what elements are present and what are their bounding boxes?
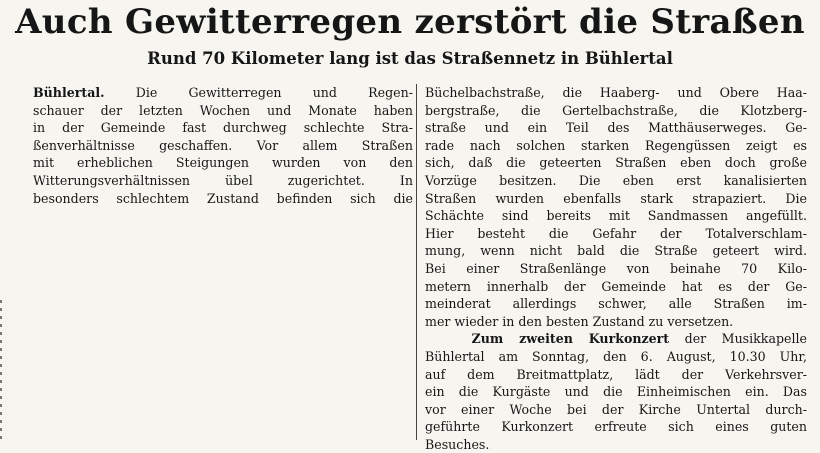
text-line: Hier besteht die Gefahr der Totalverschlam- bbox=[425, 225, 807, 241]
text-line: Büchelbachstraße, die Haaberg- und Obere Haa- bbox=[425, 85, 807, 100]
text-line: vor einer Woche bei der Kirche Untertal durch- bbox=[425, 401, 807, 417]
text-line: besonders schlechtem Zustand befinden sich die bbox=[33, 190, 413, 206]
text-line: mit erheblichen Steigungen wurden von den bbox=[33, 155, 413, 171]
text-line: Besuches. bbox=[425, 436, 490, 452]
text-line: meinderat allerdings schwer, alle Straßen im- bbox=[425, 296, 807, 312]
subheadline: Rund 70 Kilometer lang ist das Straßennetz in Bühlertal bbox=[147, 49, 673, 68]
text-line: sich, daß die geteerten Straßen eben doch große bbox=[425, 155, 807, 171]
text-line: Vorzüge besitzen. Die eben erst kanalisierten bbox=[425, 172, 807, 188]
text-line: rade nach solchen starken Regengüssen zeigt es bbox=[425, 137, 807, 153]
dateline: Bühlertal. bbox=[33, 85, 105, 100]
second-item-lead: Zum zweiten Kurkonzert bbox=[471, 331, 670, 347]
text-line: metern innerhalb der Gemeinde hat es der Ge- bbox=[425, 278, 807, 294]
margin-mark bbox=[0, 300, 2, 441]
text-line: Zum zweiten Kurkonzert der Musikkapelle bbox=[471, 331, 807, 347]
text-line: mung, wenn nicht bald die Straße geteert wird. bbox=[425, 243, 807, 259]
text-line: Schächte sind bereits mit Sandmassen angefüllt. bbox=[425, 208, 807, 224]
left-column bbox=[33, 84, 413, 207]
text-line: straße und ein Teil des Matthäuserweges. Ge- bbox=[425, 120, 807, 136]
text-line: Bühlertal am Sonntag, den 6. August, 10.30 Uhr, bbox=[425, 348, 807, 364]
text-line: ßenverhältnisse geschaffen. Vor allem Straßen bbox=[33, 137, 413, 153]
right-column bbox=[425, 84, 807, 453]
text-line: in der Gemeinde fast durchweg schlechte Stra- bbox=[33, 120, 413, 136]
text-line: geführte Kurkonzert erfreute sich eines guten bbox=[425, 419, 807, 435]
text-line: schauer der letzten Wochen und Monate haben bbox=[33, 102, 413, 118]
text-line: auf dem Breitmattplatz, lädt der Verkehrsver- bbox=[425, 366, 807, 382]
column-rule bbox=[416, 84, 417, 440]
text-line: mer wieder in den besten Zustand zu versetzen. bbox=[425, 313, 734, 329]
text-line: bergstraße, die Gertelbachstraße, die Klotzberg- bbox=[425, 102, 807, 118]
text-line: ein die Kurgäste und die Einheimischen ein. Das bbox=[425, 384, 807, 400]
headline: Auch Gewitterregen zerstört die Straßen bbox=[15, 2, 805, 42]
text-line: Witterungsverhältnissen übel zugerichtet. In bbox=[33, 172, 413, 188]
text-line: Bühlertal. Die Gewitterregen und Regen- bbox=[33, 85, 413, 100]
text-line: Bei einer Straßenlänge von beinahe 70 Kilo- bbox=[425, 260, 807, 276]
text-line: Straßen wurden ebenfalls stark strapaziert. Die bbox=[425, 190, 807, 206]
